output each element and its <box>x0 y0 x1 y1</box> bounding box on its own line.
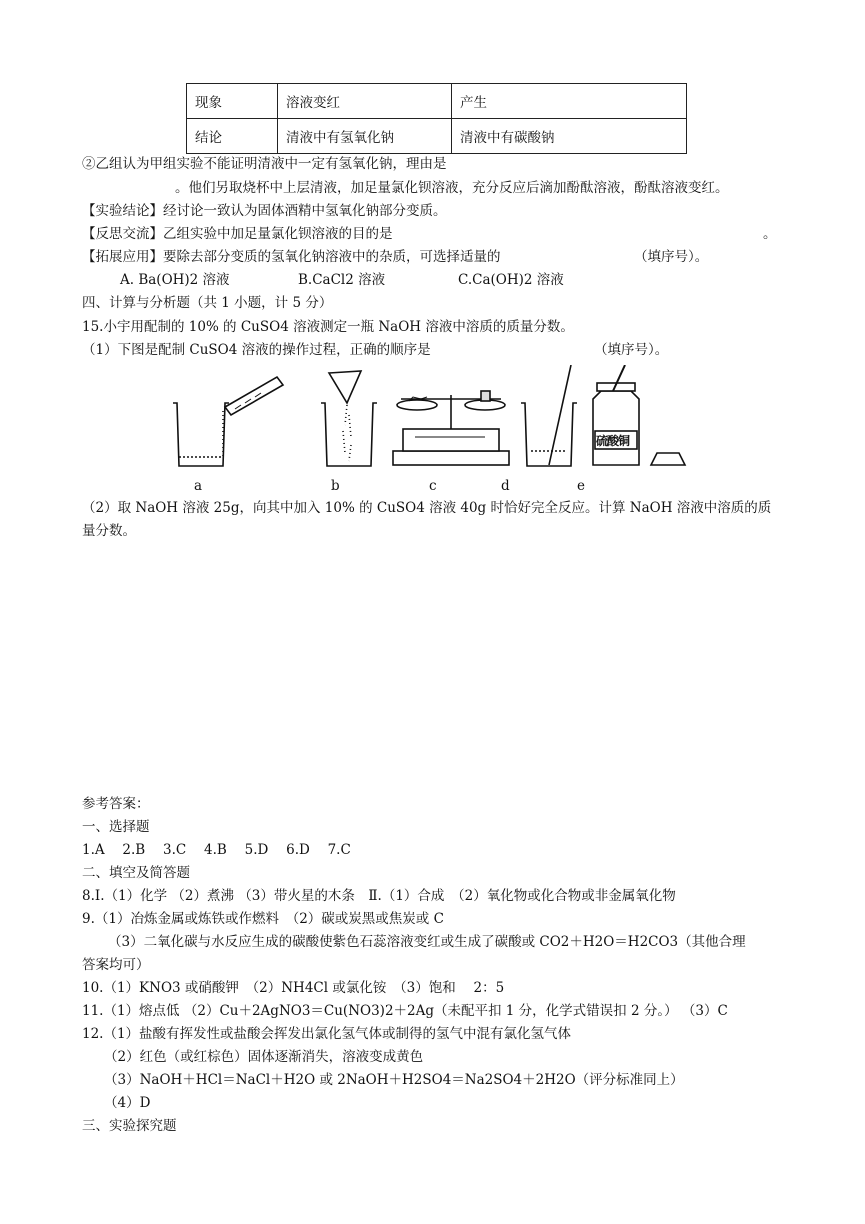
extension-line: 【拓展应用】要除去部分变质的氢氧化钠溶液中的杂质，可选择适量的 <box>82 249 501 265</box>
option-b: B.CaCl2 溶液 <box>298 272 386 288</box>
answer-12-part3: （3）NaOH＋HCl＝NaCl＋H2O 或 2NaOH＋H2SO4＝Na2SO4＋2H2O（评分标准同上） <box>104 1072 684 1088</box>
reason-line: ②乙组认为甲组实验不能证明清液中一定有氢氧化钠，理由是 <box>82 156 447 172</box>
beaker-d <box>521 365 577 466</box>
bottle-e <box>593 365 685 465</box>
table-cell: 清液中有氢氧化钠 <box>278 119 452 154</box>
figure-label-a: a <box>194 478 203 494</box>
answers-section-2: 二、填空及简答题 <box>82 865 190 881</box>
question-15-part1: （1）下图是配制 CuSO4 溶液的操作过程，正确的顺序是 <box>82 342 431 358</box>
answers-section-3: 三、实验探究题 <box>82 1118 177 1134</box>
question-15-part2: （2）取 NaOH 溶液 25g，向其中加入 10% 的 CuSO4 溶液 40g 时恰好完全反应。计算 NaOH 溶液中溶质的质 <box>82 500 772 516</box>
table-row <box>187 84 687 119</box>
answer-12: 12.（1）盐酸有挥发性或盐酸会挥发出氯化氢气体或制得的氢气中混有氯化氢气体 <box>82 1026 572 1042</box>
answer-9-part3: （3）二氧化碳与水反应生成的碳酸使紫色石蕊溶液变红或生成了碳酸或 CO2＋H2O＝H2CO3（其他合理 <box>108 934 746 950</box>
figure-label-b: b <box>331 478 340 494</box>
question-15-part2-cont: 量分数。 <box>82 523 136 539</box>
conclusion-line: 【实验结论】经讨论一致认为固体酒精中氢氧化钠部分变质。 <box>82 203 447 219</box>
results-table <box>186 83 687 154</box>
answer-choices: 1.A 2.B 3.C 4.B 5.D 6.D 7.C <box>82 842 351 858</box>
table-row <box>187 119 687 154</box>
figure-label-e: e <box>577 478 585 494</box>
beaker-a <box>173 377 283 466</box>
table-cell: 产生 <box>452 84 687 119</box>
question-15-part1-end: （填序号）。 <box>594 342 669 358</box>
extension-end: （填序号）。 <box>634 249 709 265</box>
option-a: A. Ba(OH)2 溶液 <box>120 272 230 288</box>
bottle-label: 硫酸铜 <box>596 434 630 448</box>
answer-10: 10.（1）KNO3 或硝酸钾 （2）NH4Cl 或氯化铵 （3）饱和 2：5 <box>82 980 505 996</box>
option-c: C.Ca(OH)2 溶液 <box>458 272 564 288</box>
reflection-end: 。 <box>763 226 777 242</box>
answers-title: 参考答案： <box>82 796 150 812</box>
beaker-b <box>321 371 377 466</box>
section-heading: 四、计算与分析题（共 1 小题，计 5 分） <box>82 295 333 311</box>
table-cell: 结论 <box>187 119 278 154</box>
table-cell: 现象 <box>187 84 278 119</box>
figure-label-d: d <box>501 478 510 494</box>
reflection-line: 【反思交流】乙组实验中加足量氯化钡溶液的目的是 <box>82 226 393 242</box>
answer-12-part4: （4）D <box>104 1095 151 1111</box>
answer-12-part2: （2）红色（或红棕色）固体逐渐消失，溶液变成黄色 <box>104 1049 424 1065</box>
table-cell: 溶液变红 <box>278 84 452 119</box>
experiment-line: 。他们另取烧杯中上层清液，加足量氯化钡溶液，充分反应后滴加酚酞溶液，酚酞溶液变红。 <box>175 180 729 196</box>
answer-9: 9.（1）冶炼金属或炼铁或作燃料 （2）碳或炭黑或焦炭或 C <box>82 911 444 927</box>
table-cell: 清液中有碳酸钠 <box>452 119 687 154</box>
answer-9-cont: 答案均可） <box>82 957 150 973</box>
figure-label-c: c <box>429 478 437 494</box>
answer-11: 11.（1）熔点低 （2）Cu＋2AgNO3＝Cu(NO3)2＋2Ag（未配平扣 1 分，化学式错误扣 2 分。） （3）C <box>82 1003 728 1019</box>
question-15: 15.小宇用配制的 10% 的 CuSO4 溶液测定一瓶 NaOH 溶液中溶质的质量分数。 <box>82 319 574 335</box>
balance-c <box>393 391 509 465</box>
apparatus-figure <box>165 365 695 475</box>
answer-8: 8.Ⅰ.（1）化学 （2）煮沸 （3）带火星的木条 Ⅱ.（1）合成 （2）氧化物或化合物或非金属氧化物 <box>82 888 676 904</box>
answers-section-1: 一、选择题 <box>82 819 150 835</box>
